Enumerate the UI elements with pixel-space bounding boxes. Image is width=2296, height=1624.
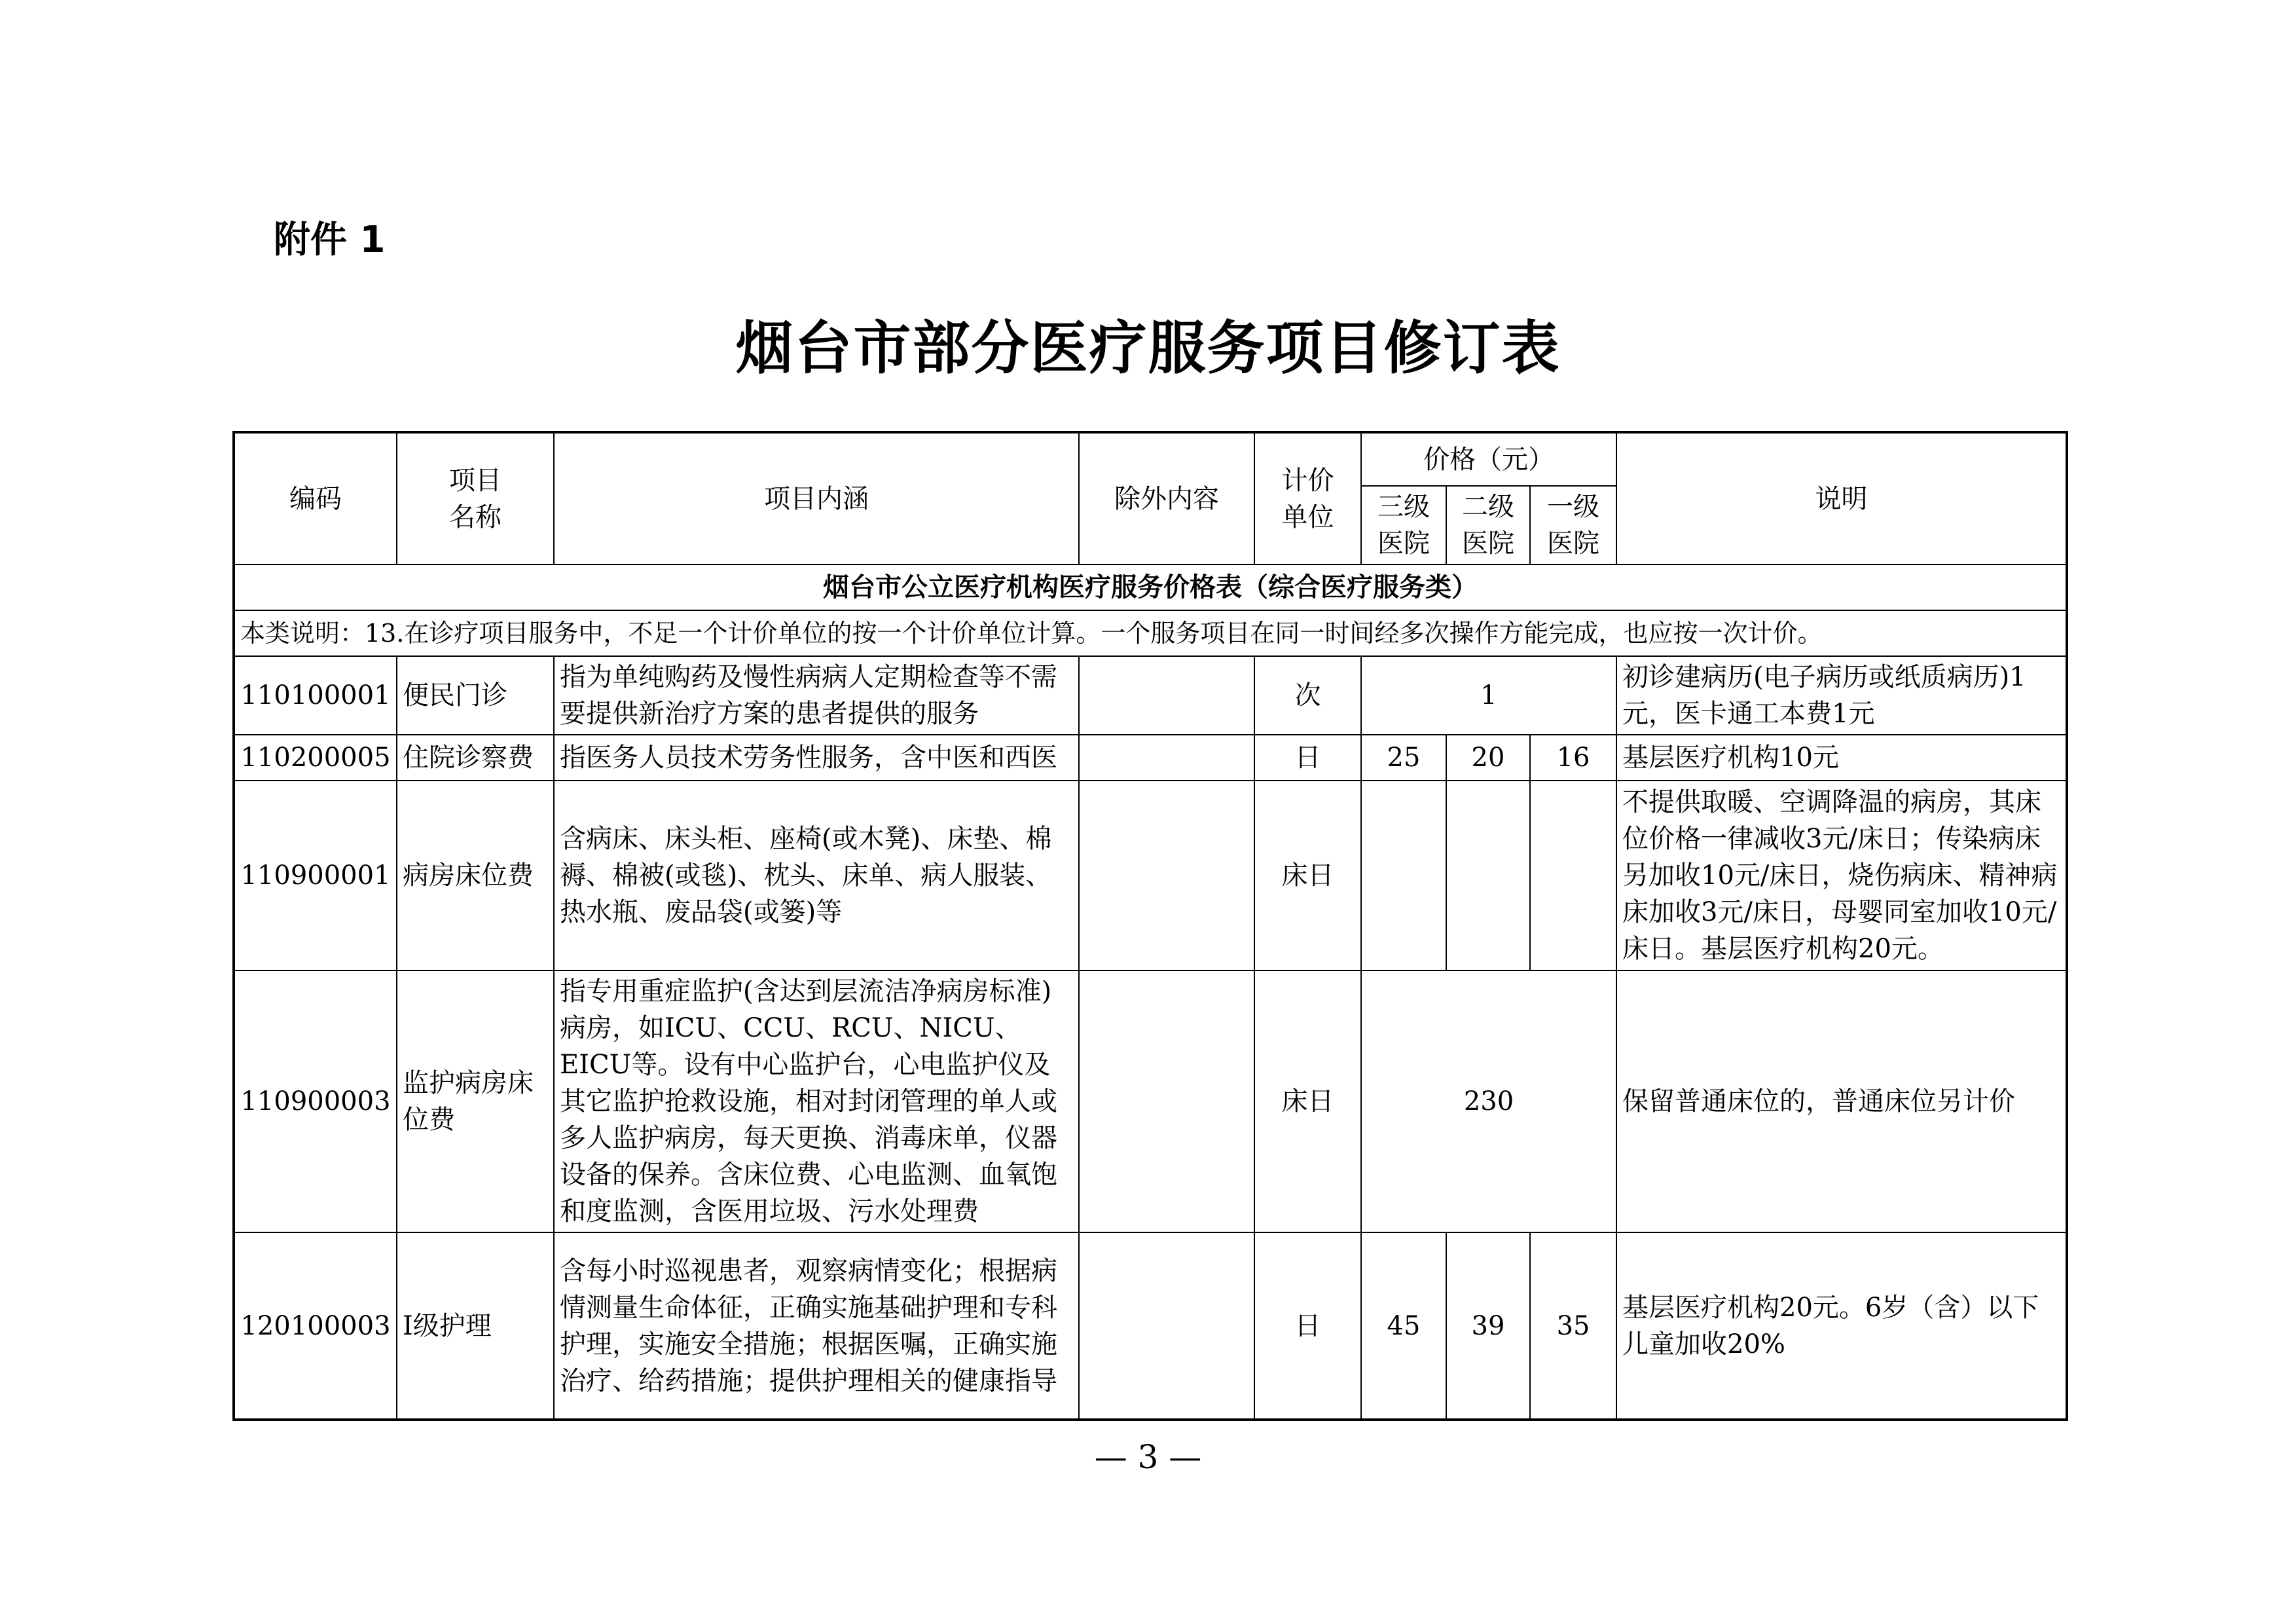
page-number: — 3 — bbox=[1094, 1438, 1202, 1476]
item-exclusions bbox=[1079, 1232, 1254, 1420]
header-tier2: 二级 医院 bbox=[1446, 486, 1530, 564]
document-title: 烟台市部分医疗服务项目修订表 bbox=[735, 314, 1561, 382]
item-content: 指专用重症监护(含达到层流洁净病房标准)病房，如ICU、CCU、RCU、NICU、EICU等。设有中心监护台，心电监护仪及其它监护抢救设施，相对封闭管理的单人或多人监护病房，每天更换、消毒床单，仪器设备的保养。含床位费、心电监测、血氧饱和度监测，含医用垃圾、污水处理费 bbox=[554, 970, 1079, 1232]
price-table bbox=[232, 431, 2068, 1421]
item-code: 110100001 bbox=[234, 656, 397, 735]
category-note: 本类说明：13.在诊疗项目服务中，不足一个计价单位的按一个计价单位计算。一个服务项目在同一时间经多次操作方能完成，也应按一次计价。 bbox=[234, 610, 2067, 656]
attachment-label: 附件 1 bbox=[274, 219, 386, 261]
table-row bbox=[234, 656, 2067, 735]
item-remarks: 基层医疗机构20元。6岁（含）以下儿童加收20% bbox=[1616, 1232, 2067, 1420]
item-price-tier1 bbox=[1530, 781, 1616, 970]
item-exclusions bbox=[1079, 970, 1254, 1232]
item-content: 指医务人员技术劳务性服务，含中医和西医 bbox=[554, 735, 1079, 781]
header-code: 编码 bbox=[234, 432, 397, 564]
table-row bbox=[234, 1232, 2067, 1420]
item-unit: 床日 bbox=[1254, 781, 1361, 970]
item-price-tier3: 25 bbox=[1361, 735, 1446, 781]
item-code: 120100003 bbox=[234, 1232, 397, 1420]
table-row bbox=[234, 970, 2067, 1232]
item-price-tier2: 20 bbox=[1446, 735, 1530, 781]
item-name: 住院诊察费 bbox=[397, 735, 554, 781]
item-remarks: 初诊建病历(电子病历或纸质病历)1元，医卡通工本费1元 bbox=[1616, 656, 2067, 735]
item-price-tier1: 16 bbox=[1530, 735, 1616, 781]
header-row bbox=[234, 432, 2067, 486]
item-unit: 次 bbox=[1254, 656, 1361, 735]
item-code: 110200005 bbox=[234, 735, 397, 781]
item-remarks: 不提供取暖、空调降温的病房，其床位价格一律减收3元/床日；传染病床另加收10元/床日，烧伤病床、精神病床加收3元/床日，母婴同室加收10元/床日。基层医疗机构20元。 bbox=[1616, 781, 2067, 970]
item-exclusions bbox=[1079, 781, 1254, 970]
item-code: 110900001 bbox=[234, 781, 397, 970]
item-price-all: 1 bbox=[1361, 656, 1616, 735]
item-name: 病房床位费 bbox=[397, 781, 554, 970]
header-unit: 计价 单位 bbox=[1254, 432, 1361, 564]
item-unit: 日 bbox=[1254, 1232, 1361, 1420]
header-tier1: 一级 医院 bbox=[1530, 486, 1616, 564]
item-content: 指为单纯购药及慢性病病人定期检查等不需要提供新治疗方案的患者提供的服务 bbox=[554, 656, 1079, 735]
header-name: 项目 名称 bbox=[397, 432, 554, 564]
item-price-tier1: 35 bbox=[1530, 1232, 1616, 1420]
header-content: 项目内涵 bbox=[554, 432, 1079, 564]
header-exclusions: 除外内容 bbox=[1079, 432, 1254, 564]
header-tier3: 三级 医院 bbox=[1361, 486, 1446, 564]
item-remarks: 保留普通床位的，普通床位另计价 bbox=[1616, 970, 2067, 1232]
item-exclusions bbox=[1079, 735, 1254, 781]
item-price-tier3: 45 bbox=[1361, 1232, 1446, 1420]
item-content: 含病床、床头柜、座椅(或木凳)、床垫、棉褥、棉被(或毯)、枕头、床单、病人服装、热水瓶、废品袋(或篓)等 bbox=[554, 781, 1079, 970]
header-remarks: 说明 bbox=[1616, 432, 2067, 564]
item-content: 含每小时巡视患者，观察病情变化；根据病情测量生命体征，正确实施基础护理和专科护理，实施安全措施；根据医嘱，正确实施治疗、给药措施；提供护理相关的健康指导 bbox=[554, 1232, 1079, 1420]
table-row bbox=[234, 781, 2067, 970]
item-unit: 日 bbox=[1254, 735, 1361, 781]
item-name: 便民门诊 bbox=[397, 656, 554, 735]
item-price-tier2 bbox=[1446, 781, 1530, 970]
item-unit: 床日 bbox=[1254, 970, 1361, 1232]
item-remarks: 基层医疗机构10元 bbox=[1616, 735, 2067, 781]
item-code: 110900003 bbox=[234, 970, 397, 1232]
item-name: 监护病房床位费 bbox=[397, 970, 554, 1232]
header-price: 价格（元） bbox=[1361, 432, 1616, 486]
item-price-all: 230 bbox=[1361, 970, 1616, 1232]
item-exclusions bbox=[1079, 656, 1254, 735]
table-row bbox=[234, 735, 2067, 781]
item-price-tier2: 39 bbox=[1446, 1232, 1530, 1420]
item-price-tier3 bbox=[1361, 781, 1446, 970]
item-name: Ⅰ级护理 bbox=[397, 1232, 554, 1420]
section-title: 烟台市公立医疗机构医疗服务价格表（综合医疗服务类） bbox=[234, 564, 2067, 610]
